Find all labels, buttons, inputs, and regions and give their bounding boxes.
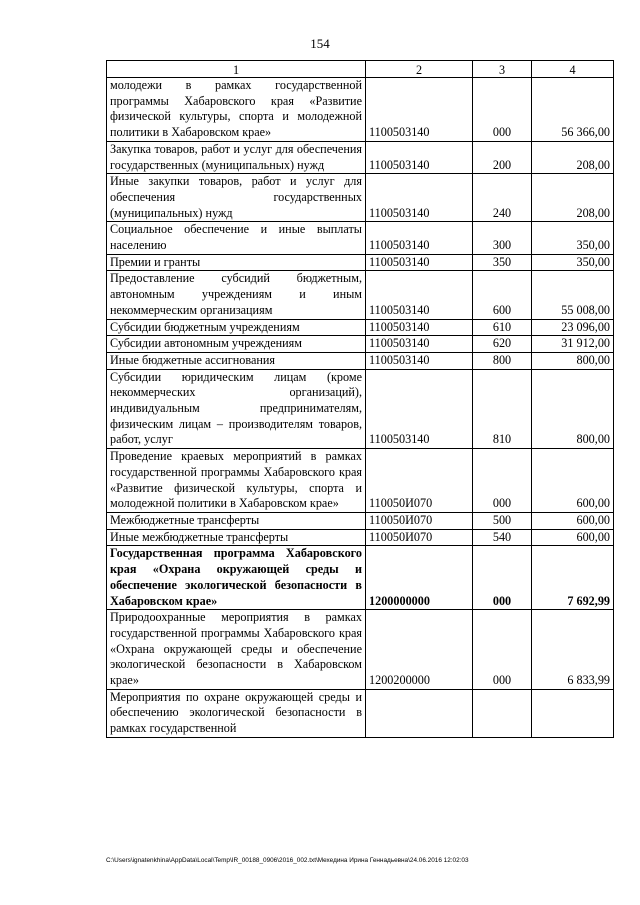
table-row	[107, 689, 614, 737]
row-amount: 23 096,00	[532, 319, 614, 336]
document-footer: C:\Users\ignatenkhina\AppData\Local\Temp\IR_00188_0906\2016_002.txt\Мехедина Ирина Геннадьевна\24.06.2016 12:02:03	[106, 857, 469, 864]
row-name: молодежи в рамках государственной программы Хабаровского края «Развитие физической культуры, спорта и молодежной политики в Хабаровском крае»	[107, 78, 366, 142]
row-type: 350	[473, 254, 532, 271]
table-row-program	[107, 546, 614, 610]
table-row	[107, 352, 614, 369]
row-amount: 600,00	[532, 449, 614, 513]
row-code: 1200000000	[366, 546, 473, 610]
row-type: 610	[473, 319, 532, 336]
row-code: 110050И070	[366, 512, 473, 529]
column-header-code: 2	[366, 61, 473, 78]
row-amount: 6 833,99	[532, 610, 614, 690]
row-amount: 56 366,00	[532, 78, 614, 142]
column-header-amount: 4	[532, 61, 614, 78]
row-type: 000	[473, 449, 532, 513]
table-row	[107, 336, 614, 353]
row-name: Проведение краевых мероприятий в рамках государственной программы Хабаровского края «Развитие физической культуры, спорта и молодежной политики в Хабаровском крае»	[107, 449, 366, 513]
row-name: Межбюджетные трансферты	[107, 512, 366, 529]
row-code: 110050И070	[366, 529, 473, 546]
row-name: Иные межбюджетные трансферты	[107, 529, 366, 546]
row-code: 110050И070	[366, 449, 473, 513]
row-type: 500	[473, 512, 532, 529]
row-type: 240	[473, 174, 532, 222]
column-header-name: 1	[107, 61, 366, 78]
row-type: 810	[473, 369, 532, 449]
row-type: 000	[473, 610, 532, 690]
row-amount: 350,00	[532, 254, 614, 271]
row-code: 1100503140	[366, 352, 473, 369]
row-name: Государственная программа Хабаровского края «Охрана окружающей среды и обеспечение экологической безопасности в Хабаровском крае»	[107, 546, 366, 610]
row-amount: 800,00	[532, 369, 614, 449]
row-type: 800	[473, 352, 532, 369]
table-header-row	[107, 61, 614, 78]
table-row	[107, 369, 614, 449]
row-type: 000	[473, 78, 532, 142]
table-row	[107, 529, 614, 546]
table-row	[107, 141, 614, 173]
row-amount: 55 008,00	[532, 271, 614, 319]
row-amount: 31 912,00	[532, 336, 614, 353]
row-code: 1100503140	[366, 369, 473, 449]
row-name: Субсидии автономным учреждениям	[107, 336, 366, 353]
row-amount: 600,00	[532, 512, 614, 529]
row-name: Субсидии бюджетным учреждениям	[107, 319, 366, 336]
row-name: Субсидии юридическим лицам (кроме некоммерческих организаций), индивидуальным предпринимателям, физическим лицам – производителям товаров, работ, услуг	[107, 369, 366, 449]
row-name: Закупка товаров, работ и услуг для обеспечения государственных (муниципальных) нужд	[107, 141, 366, 173]
row-code: 1100503140	[366, 254, 473, 271]
table-row	[107, 222, 614, 254]
budget-table	[106, 60, 614, 738]
row-type: 600	[473, 271, 532, 319]
table-row	[107, 449, 614, 513]
row-code: 1100503140	[366, 222, 473, 254]
row-type: 540	[473, 529, 532, 546]
table-row	[107, 271, 614, 319]
row-name: Иные бюджетные ассигнования	[107, 352, 366, 369]
row-type: 300	[473, 222, 532, 254]
table-row	[107, 174, 614, 222]
row-amount: 600,00	[532, 529, 614, 546]
table-row	[107, 512, 614, 529]
row-type	[473, 689, 532, 737]
row-code: 1100503140	[366, 319, 473, 336]
row-code: 1100503140	[366, 141, 473, 173]
table-row	[107, 610, 614, 690]
row-type: 200	[473, 141, 532, 173]
row-amount	[532, 689, 614, 737]
row-name: Мероприятия по охране окружающей среды и обеспечению экологической безопасности в рамках государственной	[107, 689, 366, 737]
row-type: 000	[473, 546, 532, 610]
row-name: Предоставление субсидий бюджетным, автономным учреждениям и иным некоммерческим организациям	[107, 271, 366, 319]
row-name: Природоохранные мероприятия в рамках государственной программы Хабаровского края «Охрана окружающей среды и обеспечение экологической безопасности в Хабаровском крае»	[107, 610, 366, 690]
row-code: 1100503140	[366, 78, 473, 142]
row-code: 1100503140	[366, 271, 473, 319]
row-amount: 800,00	[532, 352, 614, 369]
table-row	[107, 254, 614, 271]
page-number: 154	[310, 36, 330, 51]
table-row	[107, 78, 614, 142]
row-code: 1200200000	[366, 610, 473, 690]
row-code	[366, 689, 473, 737]
row-amount: 208,00	[532, 141, 614, 173]
row-name: Социальное обеспечение и иные выплаты населению	[107, 222, 366, 254]
row-code: 1100503140	[366, 336, 473, 353]
row-type: 620	[473, 336, 532, 353]
table-row	[107, 319, 614, 336]
row-code: 1100503140	[366, 174, 473, 222]
row-amount: 7 692,99	[532, 546, 614, 610]
row-name: Иные закупки товаров, работ и услуг для обеспечения государственных (муниципальных) нужд	[107, 174, 366, 222]
row-amount: 208,00	[532, 174, 614, 222]
row-amount: 350,00	[532, 222, 614, 254]
column-header-type: 3	[473, 61, 532, 78]
row-name: Премии и гранты	[107, 254, 366, 271]
